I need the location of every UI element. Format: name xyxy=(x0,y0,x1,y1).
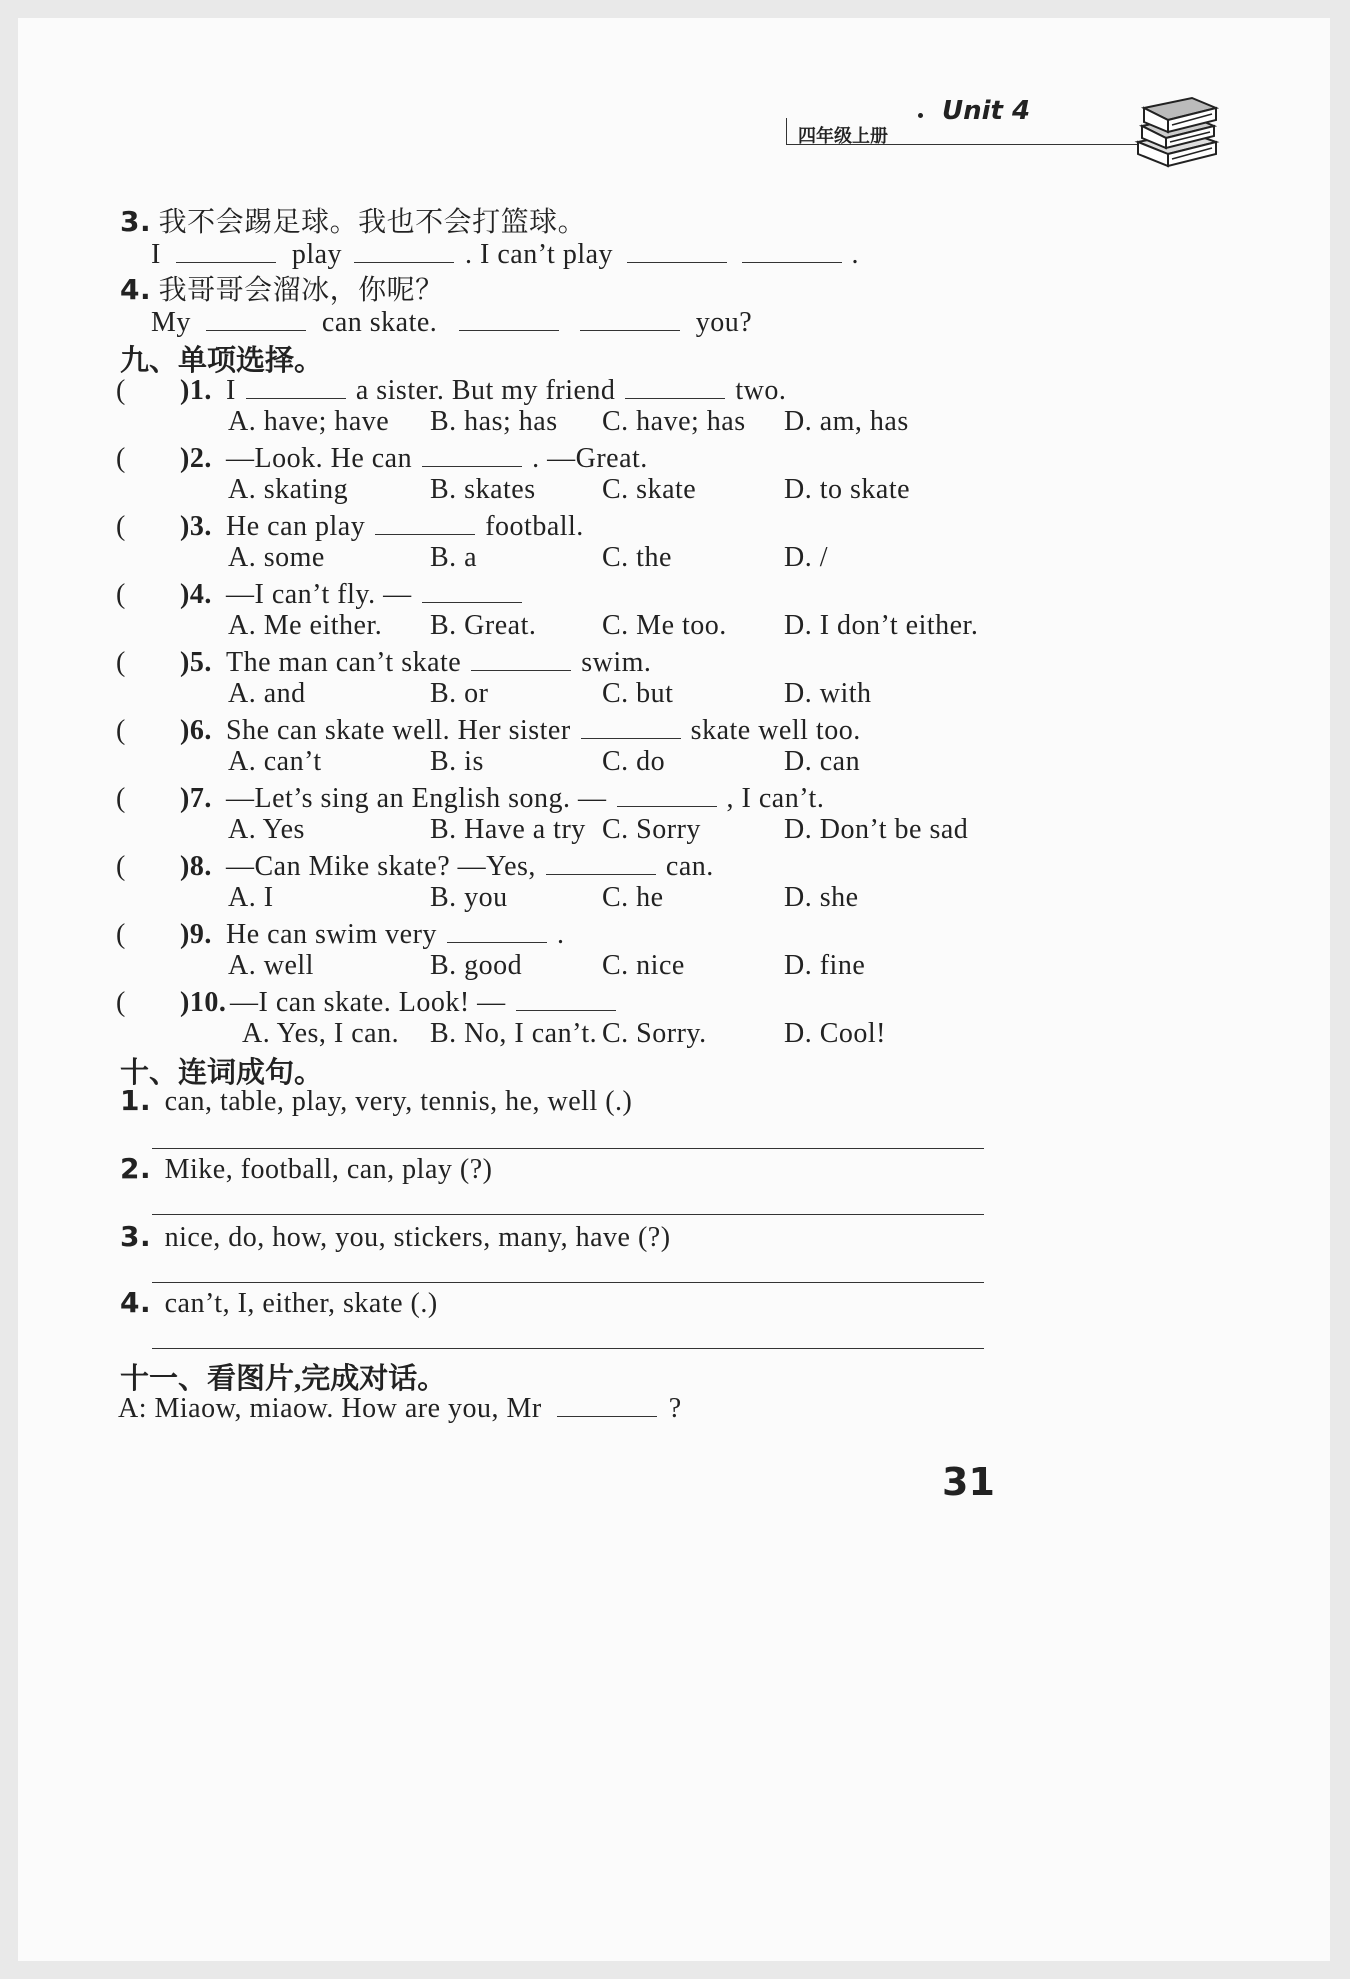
answer-option-c[interactable]: C. Sorry. xyxy=(602,1018,707,1049)
question-number: )10. xyxy=(180,987,227,1018)
answer-option-d[interactable]: D. Don’t be sad xyxy=(784,814,969,845)
question-number: )7. xyxy=(180,783,212,814)
answer-option-c[interactable]: C. nice xyxy=(602,950,685,981)
answer-option-b[interactable]: B. good xyxy=(430,950,523,981)
answer-option-b[interactable]: B. skates xyxy=(430,474,536,505)
answer-blank[interactable] xyxy=(546,848,656,875)
answer-option-b[interactable]: B. No, I can’t. xyxy=(430,1018,598,1049)
question-number: )9. xyxy=(180,919,212,950)
answer-blank[interactable] xyxy=(627,236,727,263)
question-stem xyxy=(116,644,651,679)
section10-title: 十、连词成句。 xyxy=(120,1057,324,1089)
answer-option-a[interactable]: A. and xyxy=(228,678,306,709)
answer-paren[interactable]: ( xyxy=(116,987,126,1018)
s8-item4-english: My can skate. you? xyxy=(151,304,752,339)
question-number: )1. xyxy=(180,375,212,406)
question-stem xyxy=(116,984,626,1019)
grade-label: 四年级上册 xyxy=(798,126,888,147)
question-stem xyxy=(116,440,648,475)
answer-line[interactable] xyxy=(152,1214,984,1215)
answer-option-c[interactable]: C. skate xyxy=(602,474,697,505)
answer-option-d[interactable]: D. fine xyxy=(784,950,866,981)
answer-option-d[interactable]: D. I don’t either. xyxy=(784,610,979,641)
answer-blank[interactable] xyxy=(176,236,276,263)
answer-option-c[interactable]: C. Me too. xyxy=(602,610,727,641)
stem-text: skate well too. xyxy=(690,715,861,746)
answer-option-a[interactable]: A. Yes xyxy=(228,814,305,845)
answer-option-b[interactable]: B. Have a try xyxy=(430,814,586,845)
answer-option-b[interactable]: B. has; has xyxy=(430,406,558,437)
answer-blank[interactable] xyxy=(581,712,681,739)
question-stem xyxy=(116,916,564,951)
answer-paren[interactable]: ( xyxy=(116,647,126,678)
stem-text: —Let’s sing an English song. — xyxy=(226,783,607,814)
stem-text: —Can Mike skate? —Yes, xyxy=(226,851,536,882)
stem-text: can. xyxy=(665,851,714,882)
answer-option-b[interactable]: B. a xyxy=(430,542,478,573)
answer-blank[interactable] xyxy=(516,984,616,1011)
answer-paren[interactable]: ( xyxy=(116,375,126,406)
s10-item3: 3. nice, do, how, you, stickers, many, have (?) xyxy=(120,1220,671,1253)
answer-option-b[interactable]: B. you xyxy=(430,882,508,913)
answer-option-b[interactable]: B. Great. xyxy=(430,610,537,641)
answer-blank[interactable] xyxy=(422,576,522,603)
answer-option-c[interactable]: C. Sorry xyxy=(602,814,701,845)
page-number: 31 xyxy=(942,1460,995,1504)
question-stem xyxy=(116,848,714,883)
answer-option-a[interactable]: A. Me either. xyxy=(228,610,383,641)
s10-item4: 4. can’t, I, either, skate (.) xyxy=(120,1286,438,1319)
answer-blank[interactable] xyxy=(206,304,306,331)
answer-paren[interactable]: ( xyxy=(116,443,126,474)
answer-blank[interactable] xyxy=(354,236,454,263)
stem-text: —I can’t fly. — xyxy=(226,579,412,610)
stem-text: He can swim very xyxy=(226,919,437,950)
answer-option-a[interactable]: A. Yes, I can. xyxy=(242,1018,400,1049)
answer-paren[interactable]: ( xyxy=(116,579,126,610)
answer-line[interactable] xyxy=(152,1348,984,1349)
answer-option-c[interactable]: C. have; has xyxy=(602,406,746,437)
answer-blank[interactable] xyxy=(580,304,680,331)
stem-text: football. xyxy=(485,511,584,542)
answer-option-a[interactable]: A. some xyxy=(228,542,325,573)
stem-text: a sister. But my friend xyxy=(355,375,616,406)
answer-option-b[interactable]: B. is xyxy=(430,746,484,777)
question-stem xyxy=(116,712,861,747)
stem-text: He can play xyxy=(226,511,366,542)
answer-blank[interactable] xyxy=(246,372,346,399)
question-stem xyxy=(116,780,824,815)
answer-option-a[interactable]: A. can’t xyxy=(228,746,322,777)
answer-option-c[interactable]: C. he xyxy=(602,882,664,913)
stem-text: swim. xyxy=(581,647,652,678)
answer-option-d[interactable]: D. / xyxy=(784,542,828,573)
header-rule xyxy=(906,144,1156,145)
s10-item1: 1. can, table, play, very, tennis, he, well (.) xyxy=(120,1084,633,1117)
s10-item2: 2. Mike, football, can, play (?) xyxy=(120,1152,493,1185)
answer-blank[interactable] xyxy=(471,644,571,671)
answer-paren[interactable]: ( xyxy=(116,851,126,882)
stem-text: . xyxy=(556,919,565,950)
s8-item3-english: I play . I can’t play . xyxy=(151,236,859,271)
answer-option-c[interactable]: C. the xyxy=(602,542,672,573)
answer-line[interactable] xyxy=(152,1282,984,1283)
answer-option-c[interactable]: C. do xyxy=(602,746,666,777)
question-stem xyxy=(116,576,532,611)
answer-option-d[interactable]: D. she xyxy=(784,882,859,913)
section9-title: 九、单项选择。 xyxy=(120,345,324,377)
answer-blank[interactable] xyxy=(557,1390,657,1417)
question-number: )2. xyxy=(180,443,212,474)
answer-option-d[interactable]: D. Cool! xyxy=(784,1018,886,1049)
question-stem xyxy=(116,508,584,543)
grade-box xyxy=(786,118,907,145)
answer-option-d[interactable]: D. can xyxy=(784,746,861,777)
answer-option-d[interactable]: D. to skate xyxy=(784,474,911,505)
stem-text: The man can’t skate xyxy=(226,647,462,678)
answer-option-a[interactable]: A. skating xyxy=(228,474,349,505)
answer-paren[interactable]: ( xyxy=(116,715,126,746)
stem-text: . —Great. xyxy=(532,443,648,474)
question-number: )4. xyxy=(180,579,212,610)
answer-option-a[interactable]: A. well xyxy=(228,950,314,981)
answer-option-d[interactable]: D. am, has xyxy=(784,406,909,437)
answer-blank[interactable] xyxy=(625,372,725,399)
answer-paren[interactable]: ( xyxy=(116,919,126,950)
answer-blank[interactable] xyxy=(742,236,842,263)
question-number: )8. xyxy=(180,851,212,882)
s8-item3-chinese: 3. 我不会踢足球。我也不会打篮球。 xyxy=(120,205,587,238)
question-number: )3. xyxy=(180,511,212,542)
question-number: )6. xyxy=(180,715,212,746)
stem-text: I xyxy=(226,375,236,406)
answer-option-b[interactable]: B. or xyxy=(430,678,489,709)
answer-blank[interactable] xyxy=(617,780,717,807)
answer-option-a[interactable]: A. have; have xyxy=(228,406,390,437)
books-stack-icon xyxy=(1128,82,1224,172)
stem-text: She can skate well. Her sister xyxy=(226,715,571,746)
workbook-page xyxy=(18,18,1330,1961)
answer-paren[interactable]: ( xyxy=(116,511,126,542)
stem-text: , I can’t. xyxy=(726,783,825,814)
answer-blank[interactable] xyxy=(459,304,559,331)
s11-line-a: A: Miaow, miaow. How are you, Mr ? xyxy=(118,1390,682,1425)
answer-blank[interactable] xyxy=(375,508,475,535)
header-dot xyxy=(918,113,923,118)
s8-item4-chinese: 4. 我哥哥会溜冰，你呢？ xyxy=(120,273,444,306)
unit-label: Unit 4 xyxy=(942,96,1031,126)
answer-paren[interactable]: ( xyxy=(116,783,126,814)
answer-option-c[interactable]: C. but xyxy=(602,678,674,709)
answer-option-a[interactable]: A. I xyxy=(228,882,274,913)
question-number: )5. xyxy=(180,647,212,678)
stem-text: —Look. He can xyxy=(226,443,413,474)
answer-blank[interactable] xyxy=(422,440,522,467)
stem-text: —I can skate. Look! — xyxy=(230,987,506,1018)
answer-line[interactable] xyxy=(152,1148,984,1149)
section11-title: 十一、看图片,完成对话。 xyxy=(120,1363,447,1395)
answer-option-d[interactable]: D. with xyxy=(784,678,872,709)
answer-blank[interactable] xyxy=(447,916,547,943)
stem-text: two. xyxy=(735,375,787,406)
question-stem xyxy=(116,372,786,407)
